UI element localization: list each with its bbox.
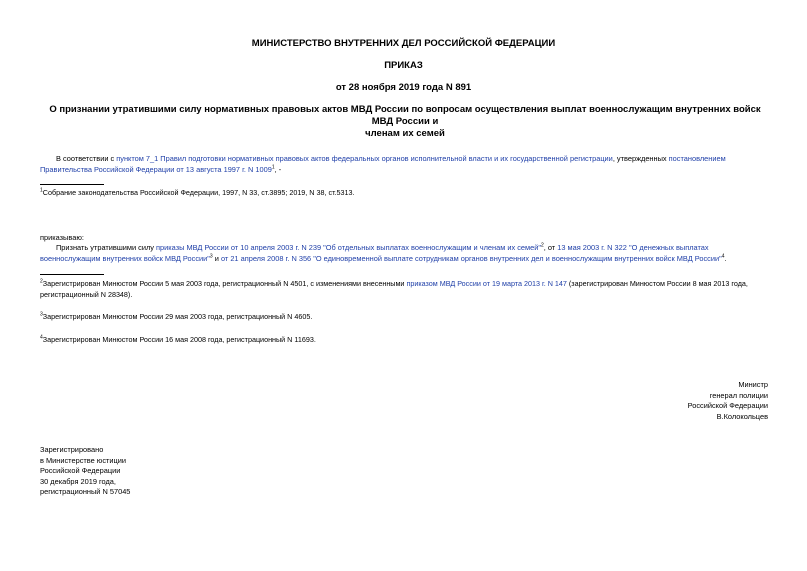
footnote-1-text: Собрание законодательства Российской Федерации, 1997, N 33, ст.3895; 2019, N 38, ст.5313.: [42, 188, 355, 197]
doc-date-number: от 28 ноября 2019 года N 891: [335, 82, 472, 93]
footnote-3: [40, 312, 770, 323]
footnote-divider: [40, 184, 104, 185]
signature-country: Российской Федерации: [687, 401, 768, 410]
footnote-3-mark: 3: [40, 311, 43, 318]
footnote-2: [40, 279, 770, 300]
footnote-3-text: Зарегистрирован Минюстом России 29 мая 2003 года, регистрационный N 4605.: [42, 312, 313, 321]
footnote-2-text-1: Зарегистрирован Минюстом России 5 мая 2003 года, регистрационный N 4501, с изменениями внесенными: [42, 279, 407, 288]
footnote-4-mark: 4: [40, 334, 43, 341]
link-order-239[interactable]: приказы МВД России от 10 апреля 2003 г. N 239 "Об отдельных выплатах военнослужащим и членам их семей": [156, 243, 541, 252]
footnote-mark-2: 2: [540, 242, 544, 249]
order-paragraph: [40, 243, 770, 264]
registration-block: [40, 445, 240, 498]
order-text-2: , от: [543, 243, 558, 252]
link-order-147[interactable]: приказом МВД России от 19 марта 2013 г. N 147: [406, 279, 567, 288]
link-order-322[interactable]: 13 мая 2003 г. N 322 "О денежных выплатах военнослужащим внутренних войск МВД России": [40, 243, 709, 263]
footnote-1: [40, 188, 770, 199]
signature-position: Министр: [738, 380, 768, 389]
order-text-3: и: [212, 253, 221, 263]
doc-title-line1: О признании утратившими силу нормативных правовых актов МВД России по вопросам осуществления выплат военнослужащим внутренних войск МВД России и: [49, 104, 761, 127]
footnote-divider-2: [40, 274, 104, 275]
footnote-1-mark: 1: [40, 187, 43, 194]
link-rules-item-7-1[interactable]: пунктом 7_1 Правил подготовки нормативных правовых актов федеральных органов исполнительной власти и их государственной регистрации: [116, 154, 613, 163]
registration-line-5: регистрационный N 57045: [40, 487, 131, 496]
link-government-resolution-1009[interactable]: постановлением Правительства Российской Федерации от 13 августа 1997 г. N 1009: [40, 154, 726, 174]
registration-line-1: Зарегистрировано: [40, 445, 104, 454]
doc-type-heading: ПРИКАЗ: [384, 60, 423, 71]
registration-line-4: 30 декабря 2019 года,: [40, 476, 116, 486]
doc-title-line2: членам их семей: [365, 128, 445, 139]
preamble-text-3: , -: [274, 164, 282, 174]
signature-block: [568, 380, 768, 422]
footnote-mark-4: 4: [721, 253, 725, 260]
signature-name: В.Колокольцев: [716, 411, 768, 421]
footnote-mark-1: 1: [271, 164, 275, 171]
signature-rank: генерал полиции: [709, 390, 768, 400]
ministry-heading: МИНИСТЕРСТВО ВНУТРЕННИХ ДЕЛ РОССИЙСКОЙ ФЕДЕРАЦИИ: [251, 38, 556, 49]
orders-word: приказываю:: [40, 233, 84, 242]
footnote-2-mark: 2: [40, 278, 43, 285]
footnote-4-text: Зарегистрирован Минюстом России 16 мая 2008 года, регистрационный N 11693.: [42, 335, 316, 344]
registration-line-2: в Министерстве юстиции: [40, 455, 127, 465]
preamble-text-2: , утвержденных: [612, 154, 669, 163]
footnote-mark-3: 3: [209, 253, 213, 260]
registration-line-3: Российской Федерации: [40, 466, 121, 475]
preamble-paragraph: [40, 154, 770, 175]
footnote-2-text-2: (зарегистрирован Минюстом России 8 мая 2013 года, регистрационный N 28348).: [40, 279, 748, 299]
preamble-text-1: В соответствии с: [56, 154, 117, 163]
order-text-4: .: [724, 253, 727, 263]
doc-title: [40, 104, 770, 140]
link-order-356[interactable]: от 21 апреля 2008 г. N 356 "О единовременной выплате сотрудникам органов внутренних дел и военнослужащим внутренних войск МВД России": [220, 253, 722, 263]
footnote-4: [40, 335, 770, 346]
order-text-1: Признать утратившими силу: [56, 243, 157, 252]
